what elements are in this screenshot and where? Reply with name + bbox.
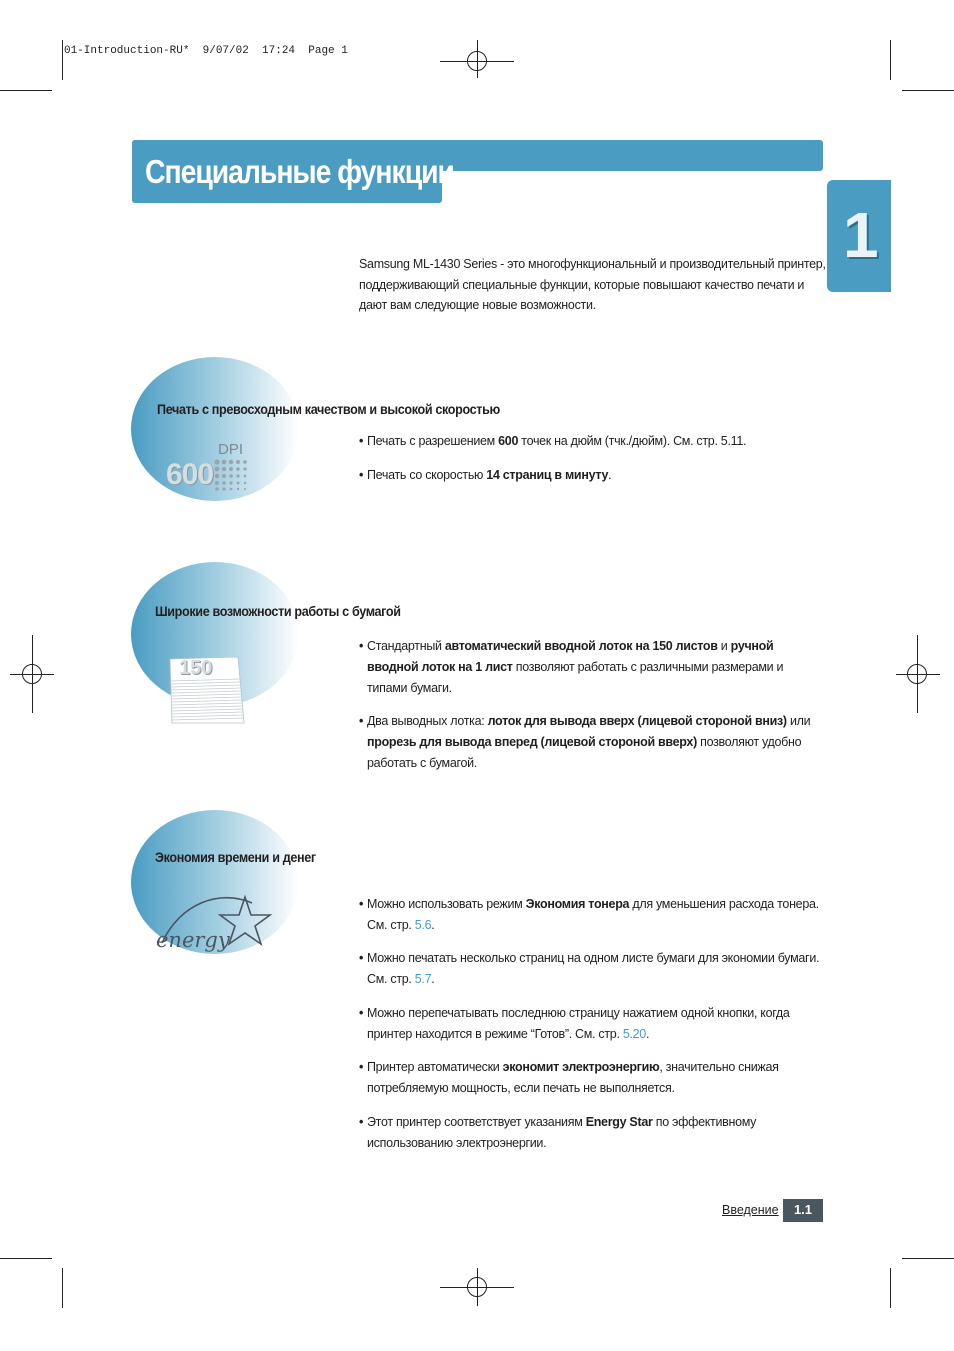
chapter-number: 1 bbox=[843, 199, 879, 271]
bullet-item: • Можно печатать несколько страниц на одном листе бумаги для экономии бумаги. См. стр. 5.7. bbox=[359, 951, 820, 986]
crop-mark bbox=[0, 1258, 52, 1259]
intro-line: Samsung ML-1430 Series - это многофункциональный и производительный принтер, bbox=[359, 257, 826, 271]
registration-line bbox=[477, 40, 478, 78]
bullet-item: • Принтер автоматически экономит электроэнергию, значительно снижая потребляемую мощность, если печать не выполняется. bbox=[359, 1060, 779, 1095]
bullet-item: • Этот принтер соответствует указаниям Energy Star по эффективному использованию электроэнергии. bbox=[359, 1115, 757, 1150]
dpi-label: DPI bbox=[218, 441, 244, 458]
registration-line bbox=[896, 674, 940, 675]
registration-line bbox=[917, 635, 918, 713]
crop-mark bbox=[0, 90, 52, 91]
page-link[interactable]: 5.20 bbox=[622, 1027, 646, 1041]
bullet-item: • Можно перепечатывать последнюю страницу нажатием одной кнопки, когда принтер находится в режиме “Готов”. См. стр. 5.20. bbox=[359, 1006, 790, 1041]
section-heading: Широкие возможности работы с бумагой bbox=[155, 603, 401, 619]
footer-section-label: Введение bbox=[722, 1203, 779, 1217]
chapter-tab bbox=[827, 180, 891, 292]
crop-mark bbox=[62, 40, 63, 80]
bullet-item: • Можно использовать режим Экономия тонера для уменьшения расхода тонера. См. стр. 5.6. bbox=[359, 897, 819, 932]
intro-paragraph bbox=[359, 254, 829, 316]
page-link[interactable]: 5.6 bbox=[414, 918, 432, 932]
energy-star-icon bbox=[150, 885, 274, 957]
crop-mark bbox=[890, 40, 891, 80]
bullet-item: • Печать со скоростью 14 страниц в минуту. bbox=[359, 468, 612, 482]
page-title: Специальные функции bbox=[145, 153, 454, 190]
bullet-item: • Печать с разрешением 600 точек на дюйм (тчк./дюйм). См. стр. 5.11. bbox=[359, 434, 747, 448]
crop-mark bbox=[890, 1268, 891, 1308]
halftone-dots bbox=[214, 459, 248, 491]
crop-mark bbox=[62, 1268, 63, 1308]
energy-logo-text: energy bbox=[156, 928, 230, 952]
intro-line: дают вам следующие новые возможности. bbox=[359, 298, 596, 312]
section-heading: Печать с превосходным качеством и высокой скоростью bbox=[157, 401, 500, 417]
crop-mark bbox=[902, 90, 954, 91]
page-number-badge: 1.1 bbox=[783, 1199, 823, 1222]
dpi-number: 600 bbox=[166, 458, 214, 491]
bullet-item: • Стандартный автоматический вводной лоток на 150 листов и ручной вводной лоток на 1 лист позволяют работать с различными размерами и типами бумаги. bbox=[359, 639, 784, 695]
crop-mark bbox=[902, 1258, 954, 1259]
bullet-item: • Два выводных лотка: лоток для вывода вверх (лицевой стороной вниз) или прорезь для вывода вперед (лицевой стороной вверх) позволяют удобно работать с бумагой. bbox=[359, 714, 811, 770]
paper-stack-150-icon bbox=[168, 655, 246, 725]
paper-count: 150 bbox=[179, 657, 213, 679]
section-heading: Экономия времени и денег bbox=[155, 849, 316, 865]
registration-line bbox=[477, 1268, 478, 1306]
title-box bbox=[132, 140, 454, 203]
print-slug: 01-Introduction-RU* 9/07/02 17:24 Page 1 bbox=[64, 45, 348, 57]
page-link[interactable]: 5.7 bbox=[414, 972, 432, 986]
registration-line bbox=[32, 635, 33, 713]
intro-line: поддерживающий специальные функции, которые повышают качество печати и bbox=[359, 277, 805, 292]
600-dpi-icon bbox=[166, 440, 256, 492]
